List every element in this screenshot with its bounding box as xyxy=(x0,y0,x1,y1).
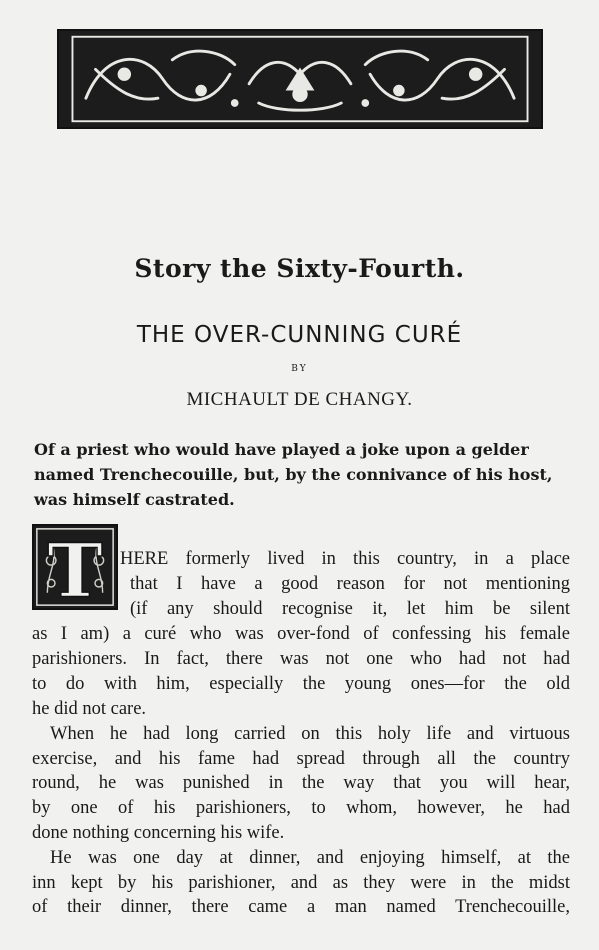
drop-cap xyxy=(32,524,118,610)
body-line: parishioners. In fact, there was not one who had not had xyxy=(32,649,570,669)
body-line: as I am) a curé who was over-fond of confessing his female xyxy=(32,624,570,644)
story-number-heading: Story the Sixty-Fourth. xyxy=(134,254,465,283)
floral-ornament-icon xyxy=(59,31,541,127)
body-line: to do with him, especially the young ones—for the old xyxy=(32,674,570,694)
body-line: by one of his parishioners, to whom, however, he had xyxy=(32,798,570,818)
body-line: he did not care. xyxy=(32,699,147,719)
body-line: that I have a good reason for not mentioning xyxy=(130,574,570,594)
drop-cap-letter: T xyxy=(47,526,103,608)
story-summary xyxy=(34,437,570,512)
body-line: inn kept by his parishioner, and as they were in the midst xyxy=(32,873,570,893)
ornamental-header-banner xyxy=(57,29,543,129)
body-line: round, he was punished in the way that you will hear, xyxy=(32,773,570,793)
byline-label: BY xyxy=(291,364,308,374)
body-line: done nothing concerning his wife. xyxy=(32,823,285,843)
body-line: HERE formerly lived in this country, in a place xyxy=(120,549,570,569)
summary-line: named Trenchecouille, but, by the connivance of his host, xyxy=(34,465,553,484)
body-line: He was one day at dinner, and enjoying himself, at the xyxy=(50,848,570,868)
summary-line: Of a priest who would have played a joke upon a gelder xyxy=(34,440,529,459)
body-line: of their dinner, there came a man named Trenchecouille, xyxy=(32,897,570,917)
story-title: THE OVER-CUNNING CURÉ xyxy=(136,322,463,348)
summary-line: was himself castrated. xyxy=(34,490,235,509)
body-line: exercise, and his fame had spread through all the country xyxy=(32,749,570,769)
author-name: MICHAULT DE CHANGY. xyxy=(186,389,413,410)
body-line: When he had long carried on this holy life and virtuous xyxy=(50,724,570,744)
drop-cap-ornament-icon xyxy=(34,526,116,608)
body-line: (if any should recognise it, let him be silent xyxy=(130,599,570,619)
